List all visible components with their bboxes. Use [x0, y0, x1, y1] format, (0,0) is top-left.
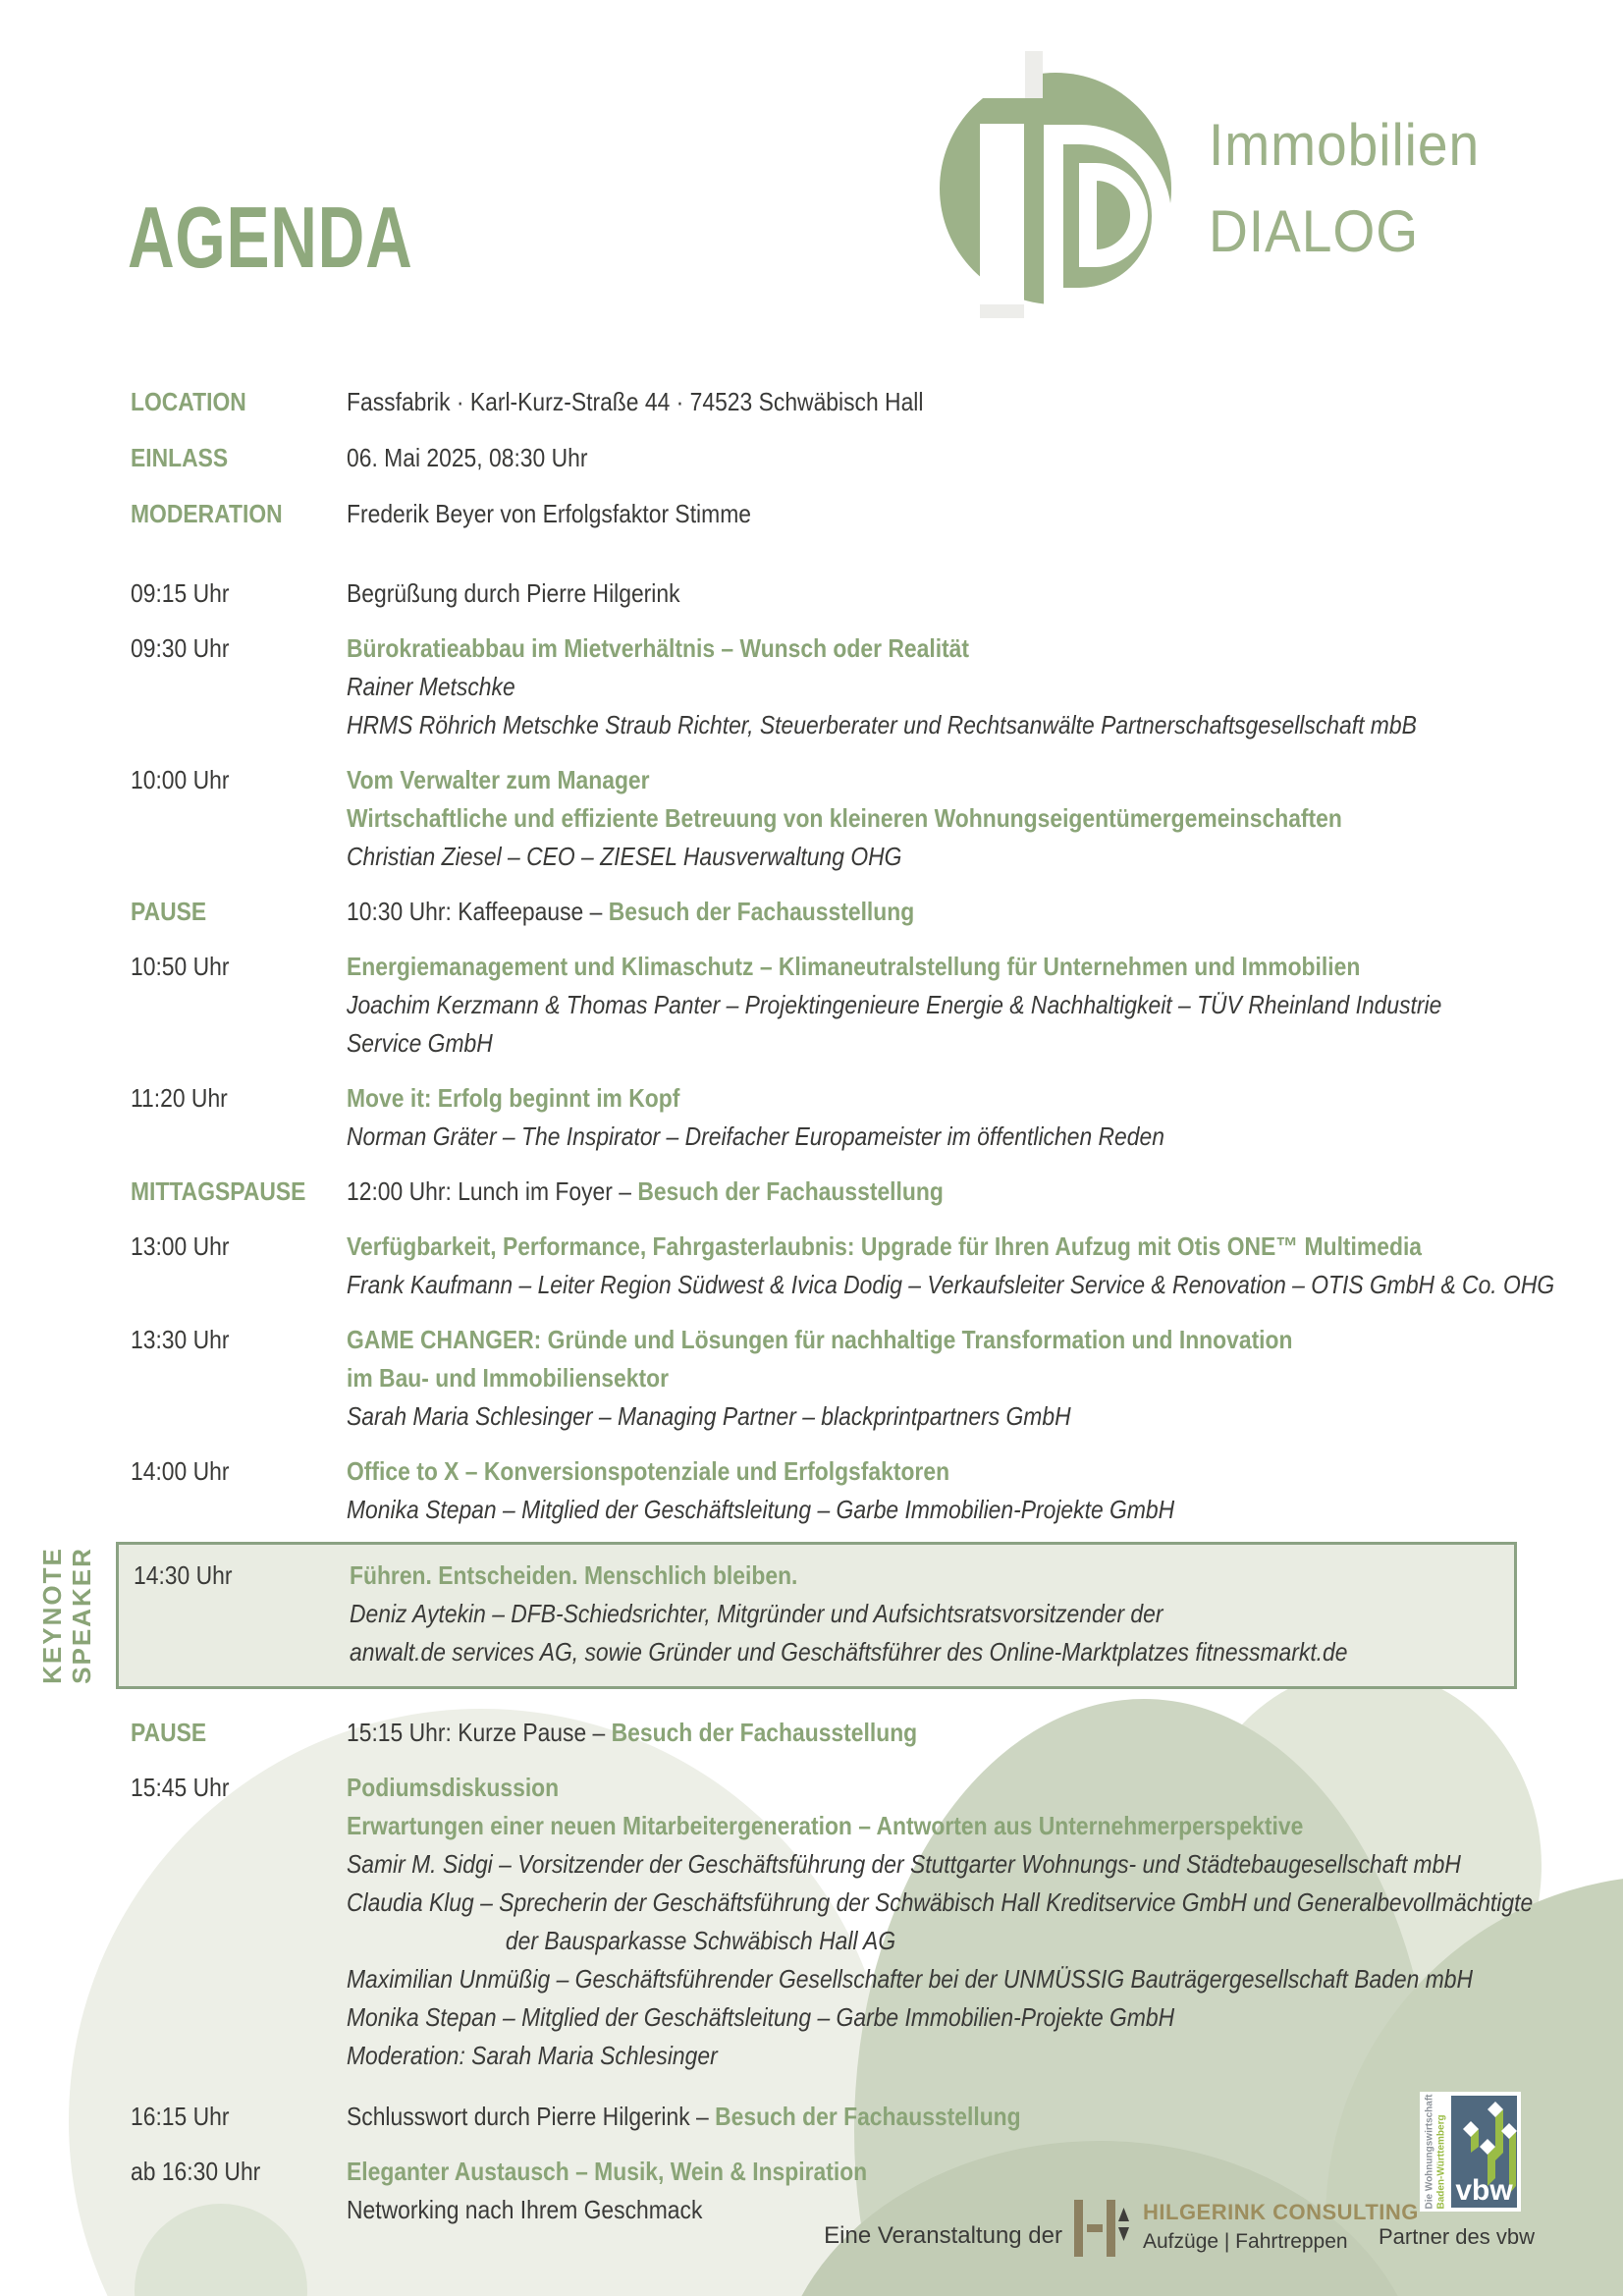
session-speaker: Christian Ziesel – CEO – ZIESEL Hausverwaltung OHG — [347, 842, 902, 871]
session-title: Energiemanagement und Klimaschutz – Klimaneutralstellung für Unternehmen und Immobilien — [347, 952, 1361, 981]
info-value: Fassfabrik · Karl-Kurz-Straße 44 · 74523 Schwäbisch Hall — [347, 387, 924, 416]
row-text: Networking nach Ihrem Geschmack — [347, 2195, 703, 2224]
agenda-row — [131, 1228, 1574, 1304]
row-time: 10:50 Uhr — [131, 952, 230, 981]
pause-highlight: Besuch der Fachausstellung — [637, 1176, 944, 1206]
row-time: 13:00 Uhr — [131, 1231, 230, 1261]
session-speaker: Sarah Maria Schlesinger – Managing Partner – blackprintpartners GmbH — [347, 1401, 1071, 1431]
hilgerink-sub: Aufzüge | Fahrtreppen — [1143, 2230, 1348, 2253]
agenda-row-keynote — [134, 1557, 1514, 1671]
info-value: 06. Mai 2025, 08:30 Uhr — [347, 443, 588, 472]
session-title: im Bau- und Immobiliensektor — [347, 1363, 669, 1393]
agenda-row — [131, 1321, 1574, 1436]
session-speaker: der Bausparkasse Schwäbisch Hall AG — [505, 1926, 896, 1955]
row-label: PAUSE — [131, 897, 207, 926]
row-time: 14:00 Uhr — [131, 1456, 230, 1486]
session-title: Erwartungen einer neuen Mitarbeitergeneration – Antworten aus Unternehmerperspektive — [347, 1811, 1304, 1840]
pause-text: 15:15 Uhr: Kurze Pause – — [347, 1718, 612, 1747]
agenda-row — [131, 948, 1574, 1063]
agenda-row-pause — [131, 1173, 1574, 1211]
row-text: Begrüßung durch Pierre Hilgerink — [347, 578, 680, 608]
vbw-partner-text: Partner des vbw — [1379, 2224, 1535, 2249]
vbw-side-line1: Die Wohnungswirtschaft — [1425, 2094, 1436, 2210]
hilgerink-logo-icon — [1074, 2198, 1131, 2261]
row-time: 11:20 Uhr — [131, 1083, 228, 1113]
session-title: Führen. Entscheiden. Menschlich bleiben. — [350, 1560, 798, 1590]
agenda-row — [131, 1769, 1574, 2075]
vbw-wordmark: vbw — [1455, 2174, 1513, 2207]
event-info — [131, 383, 1544, 551]
row-time: 09:30 Uhr — [131, 633, 230, 663]
session-speaker: Monika Stepan – Mitglied der Geschäftsleitung – Garbe Immobilien-Projekte GmbH — [347, 1495, 1175, 1524]
vbw-logo — [1420, 2092, 1521, 2212]
footer-prefix: Eine Veranstaltung der — [824, 2222, 1062, 2249]
agenda-row — [131, 761, 1574, 876]
session-speaker: anwalt.de services AG, sowie Gründer und Geschäftsführer des Online-Marktplatzes fitnessmarkt.de — [350, 1637, 1348, 1667]
logo-word-dialog: DIALOG — [1209, 198, 1420, 264]
info-label: LOCATION — [131, 387, 246, 416]
info-label: MODERATION — [131, 499, 283, 528]
row-text — [347, 1714, 1427, 1752]
row-time: 16:15 Uhr — [131, 2102, 230, 2131]
logo-word-immobilien: Immobilien — [1209, 112, 1481, 178]
session-title: Bürokratieabbau im Mietverhältnis – Wunsch oder Realität — [347, 633, 970, 663]
pause-highlight: Besuch der Fachausstellung — [608, 897, 915, 926]
row-time: 10:00 Uhr — [131, 765, 230, 794]
row-time: 09:15 Uhr — [131, 578, 230, 608]
row-time: 14:30 Uhr — [134, 1560, 233, 1590]
agenda-row-pause — [131, 1714, 1574, 1752]
session-title: Podiumsdiskussion — [347, 1773, 560, 1802]
keynote-box — [116, 1542, 1517, 1689]
hilgerink-text — [1143, 2200, 1419, 2255]
session-title: GAME CHANGER: Gründe und Lösungen für nachhaltige Transformation und Innovation — [347, 1325, 1293, 1354]
row-text — [347, 1173, 1427, 1211]
session-speaker: Monika Stepan – Mitglied der Geschäftsleitung – Garbe Immobilien-Projekte GmbH — [347, 2002, 1175, 2032]
session-speaker: Deniz Aytekin – DFB-Schiedsrichter, Mitgründer und Aufsichtsratsvorsitzender der — [350, 1599, 1163, 1628]
session-speaker: HRMS Röhrich Metschke Straub Richter, Steuerberater und Rechtsanwälte Partnerschaftsgesellschaft mbB — [347, 710, 1417, 739]
session-speaker: Claudia Klug – Sprecherin der Geschäftsführung der Schwäbisch Hall Kreditservice GmbH und Generalbevollmächtigte — [347, 1887, 1534, 1917]
session-title: Eleganter Austausch – Musik, Wein & Inspiration — [347, 2157, 868, 2186]
session-title: Vom Verwalter zum Manager — [347, 765, 650, 794]
row-time: ab 16:30 Uhr — [131, 2157, 261, 2186]
agenda-list — [131, 574, 1574, 2229]
session-speaker: Joachim Kerzmann & Thomas Panter – Projektingenieure Energie & Nachhaltigkeit – TÜV Rheinland Industrie — [347, 990, 1442, 1019]
vbw-side-lines — [1425, 2094, 1448, 2209]
info-row-location — [131, 383, 1544, 416]
keynote-side-text — [37, 1547, 96, 1684]
agenda-row — [131, 574, 1574, 613]
session-title: Wirtschaftliche und effiziente Betreuung von kleineren Wohnungseigentümergemeinschaften — [347, 803, 1342, 833]
session-title: Office to X – Konversionspotenziale und Erfolgsfaktoren — [347, 1456, 950, 1486]
closing-highlight: Besuch der Fachausstellung — [715, 2102, 1021, 2131]
row-label: MITTAGSPAUSE — [131, 1176, 306, 1206]
closing-text: Schlusswort durch Pierre Hilgerink – — [347, 2102, 716, 2131]
row-text — [347, 893, 1427, 931]
logo-wordmark — [1209, 102, 1480, 275]
row-time: 13:30 Uhr — [131, 1325, 230, 1354]
vbw-logo-mark — [1451, 2096, 1517, 2208]
info-value: Frederik Beyer von Erfolgsfaktor Stimme — [347, 499, 751, 528]
immobilien-dialog-logo-icon — [933, 44, 1178, 319]
pause-text: 12:00 Uhr: Lunch im Foyer – — [347, 1176, 638, 1206]
row-label: PAUSE — [131, 1718, 207, 1747]
session-speaker: Service GmbH — [347, 1028, 493, 1058]
session-speaker: Moderation: Sarah Maria Schlesinger — [347, 2041, 718, 2070]
info-row-einlass — [131, 439, 1544, 472]
vbw-side-text — [1424, 2096, 1449, 2208]
session-speaker: Rainer Metschke — [347, 672, 515, 701]
pause-text: 10:30 Uhr: Kaffeepause – — [347, 897, 609, 926]
pause-highlight: Besuch der Fachausstellung — [611, 1718, 918, 1747]
session-title: Verfügbarkeit, Performance, Fahrgasterlaubnis: Upgrade für Ihren Aufzug mit Otis ONE™ Multimedia — [347, 1231, 1423, 1261]
agenda-row — [131, 2098, 1574, 2136]
page-title: AGENDA — [128, 189, 413, 286]
info-row-moderation — [131, 495, 1544, 528]
hilgerink-brand: HILGERINK CONSULTING — [1143, 2200, 1419, 2224]
keynote-word: KEYNOTE — [37, 1547, 68, 1684]
session-speaker: Maximilian Unmüßig – Geschäftsführender Gesellschafter bei der UNMÜSSIG Bauträgergesellschaft Baden mbH — [347, 1964, 1474, 1994]
row-text — [347, 2098, 1427, 2136]
row-time: 15:45 Uhr — [131, 1773, 230, 1802]
keynote-word: SPEAKER — [67, 1547, 97, 1684]
info-label: EINLASS — [131, 443, 229, 472]
keynote-side-label — [24, 1542, 110, 1689]
agenda-row — [131, 1452, 1574, 1529]
session-title: Move it: Erfolg beginnt im Kopf — [347, 1083, 680, 1113]
session-speaker: Samir M. Sidgi – Vorsitzender der Geschäftsführung der Stuttgarter Wohnungs- und Städtebaugesellschaft mbH — [347, 1849, 1461, 1879]
vbw-side-line2: Baden-Württemberg — [1436, 2114, 1448, 2210]
session-speaker: Frank Kaufmann – Leiter Region Südwest & Ivica Dodig – Verkaufsleiter Service & Renovation – OTIS GmbH & Co. OHG — [347, 1270, 1555, 1299]
agenda-row — [131, 629, 1574, 744]
agenda-row — [131, 1079, 1574, 1156]
session-speaker: Norman Gräter – The Inspirator – Dreifacher Europameister im öffentlichen Reden — [347, 1121, 1164, 1151]
agenda-row-pause — [131, 893, 1574, 931]
